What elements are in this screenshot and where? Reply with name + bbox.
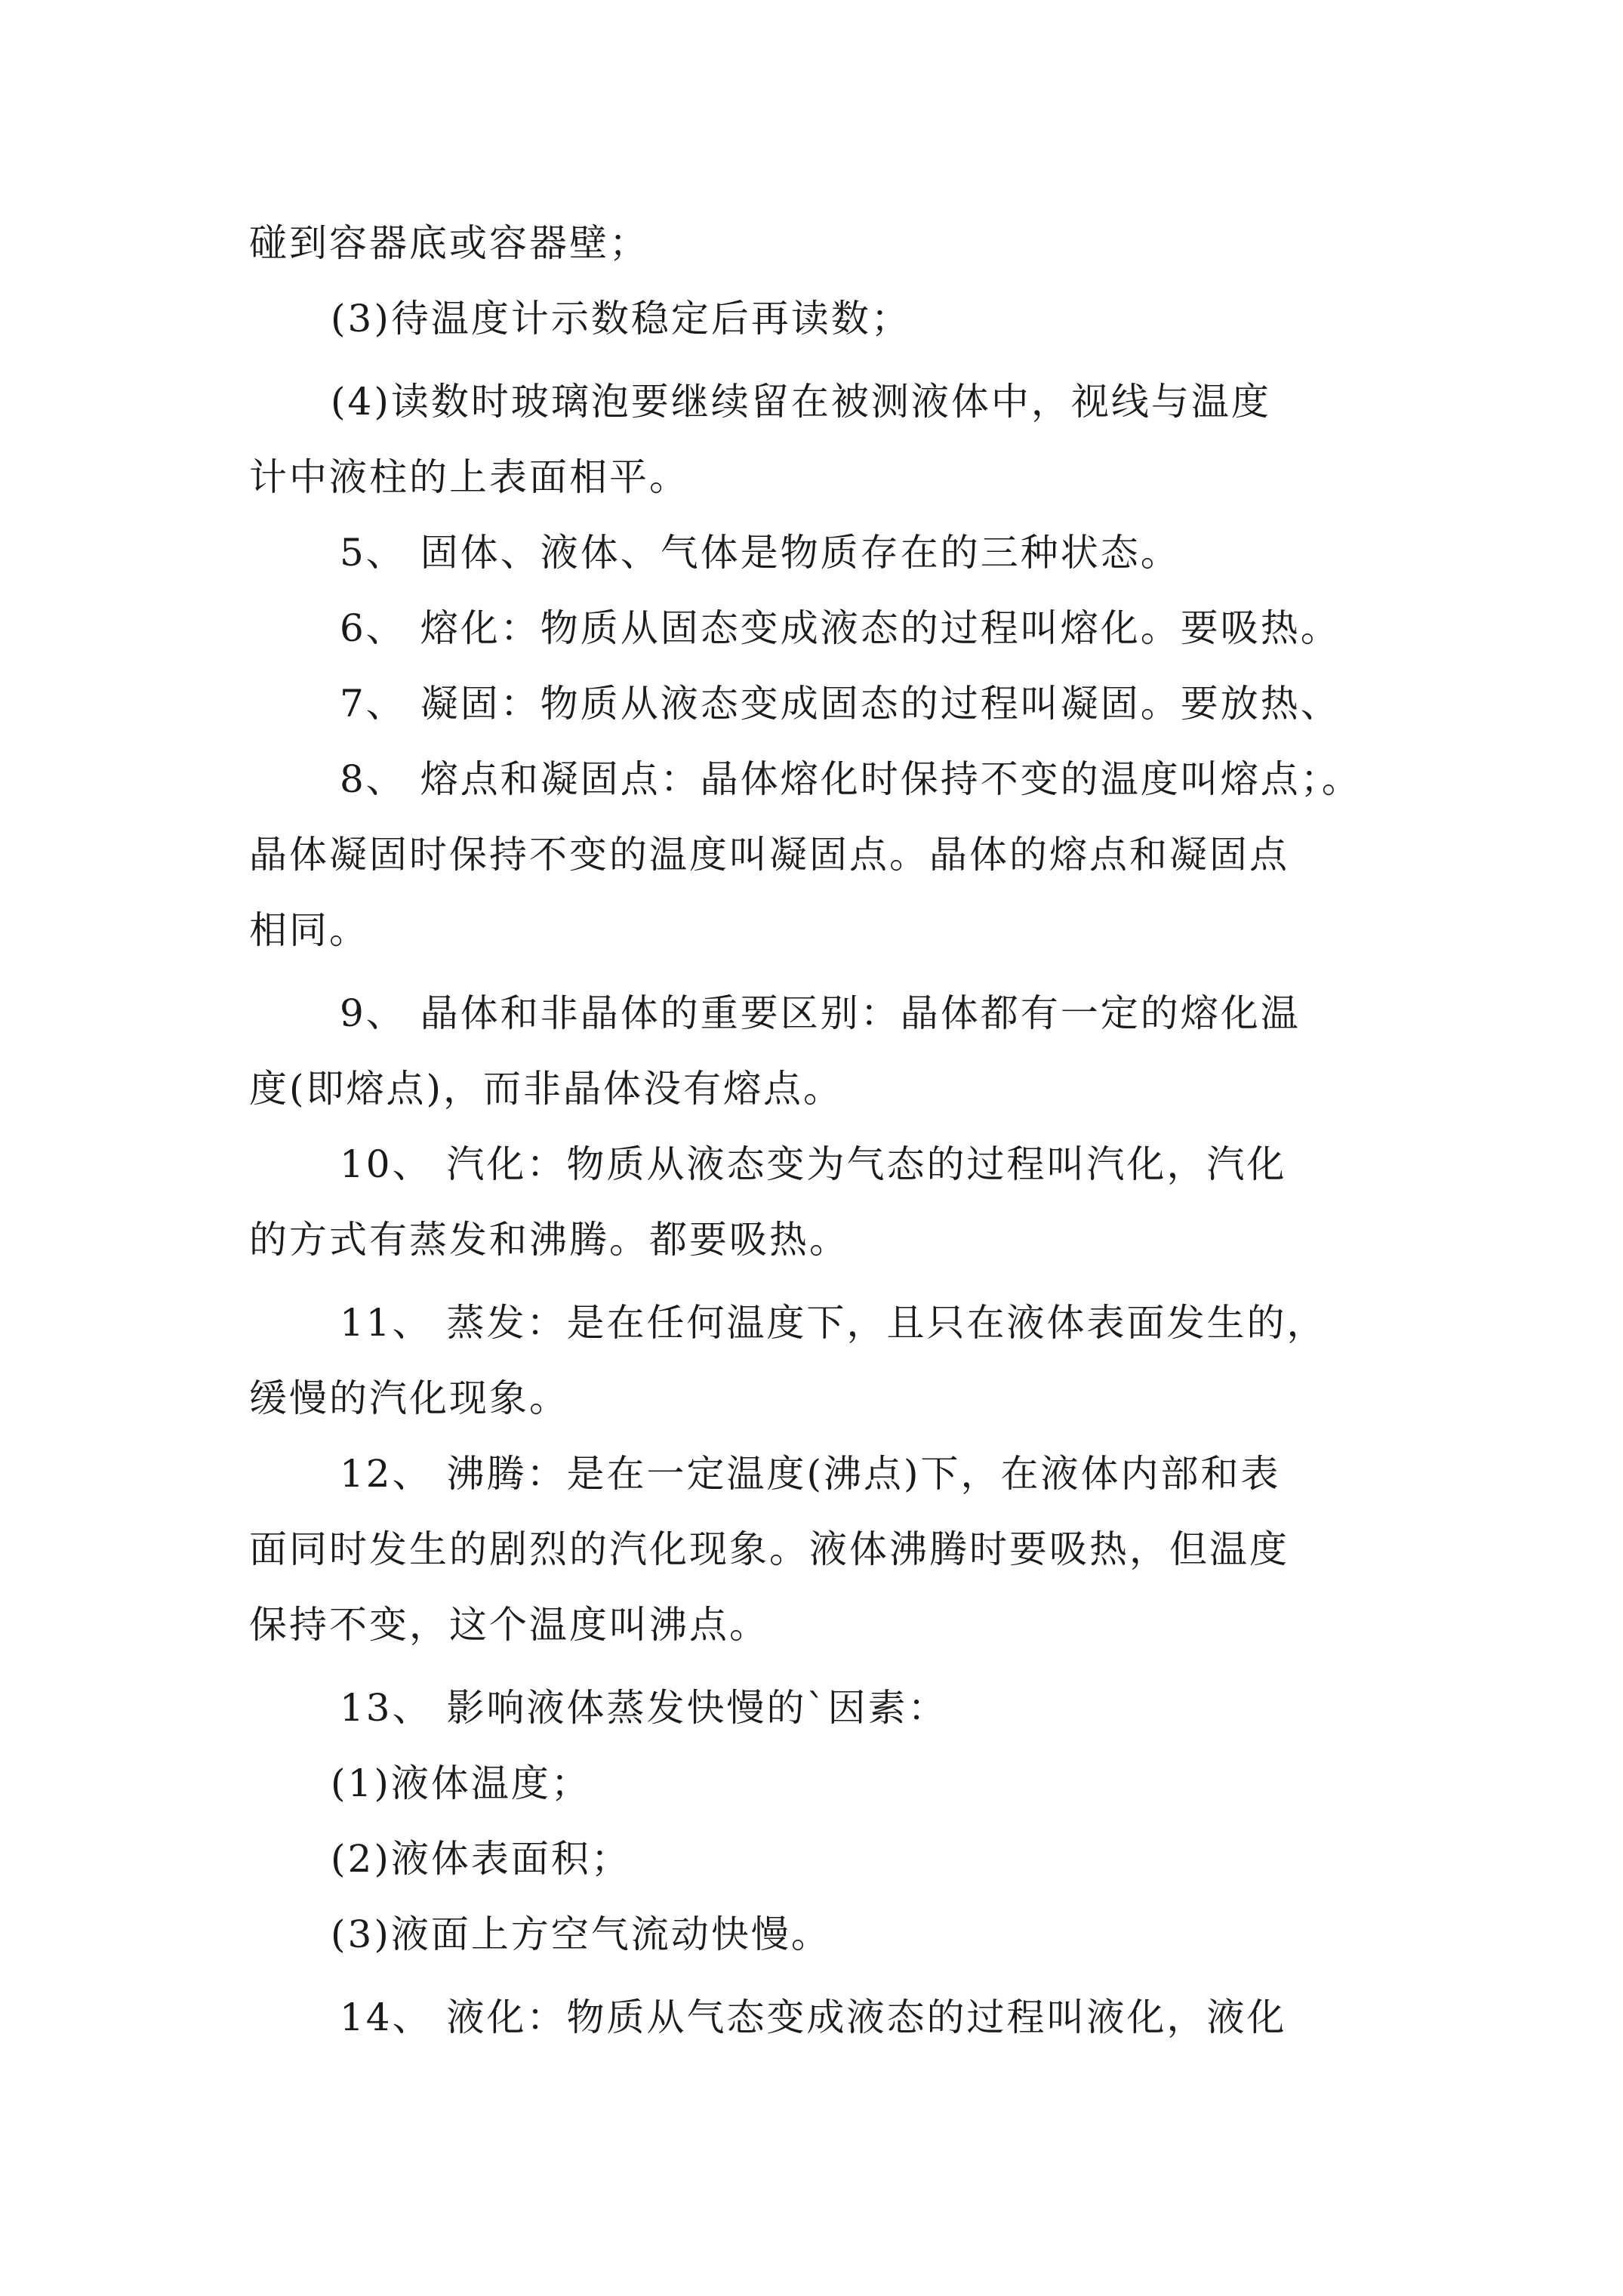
text-line: 碰到容器底或容器壁； [249, 221, 649, 265]
text-line: 14、 液化：物质从气态变成液态的过程叫液化，液化 [340, 1996, 1287, 2039]
text-line: (3)液面上方空气流动快慢。 [331, 1912, 831, 1956]
text-line: (4)读数时玻璃泡要继续留在被测液体中，视线与温度 [331, 380, 1271, 424]
text-line: 6、 熔化：物质从固态变成液态的过程叫熔化。要吸热。 [340, 606, 1341, 650]
text-line: 度(即熔点)，而非晶体没有熔点。 [249, 1067, 844, 1111]
text-line: 12、 沸腾：是在一定温度(沸点)下，在液体内部和表 [340, 1452, 1281, 1496]
text-line: 缓慢的汽化现象。 [249, 1376, 569, 1420]
text-line: (3)待温度计示数稳定后再读数； [331, 297, 911, 341]
text-line: 计中液柱的上表面相平。 [249, 455, 689, 499]
text-line: 的方式有蒸发和沸腾。都要吸热。 [249, 1218, 849, 1262]
text-line: (1)液体温度； [331, 1761, 591, 1805]
text-line: 10、 汽化：物质从液态变为气态的过程叫汽化，汽化 [340, 1142, 1287, 1186]
text-line: 9、 晶体和非晶体的重要区别：晶体都有一定的熔化温 [340, 991, 1301, 1035]
text-line: 8、 熔点和凝固点：晶体熔化时保持不变的温度叫熔点；。 [340, 757, 1362, 801]
text-line: (2)液体表面积； [331, 1837, 631, 1881]
text-line: 晶体凝固时保持不变的温度叫凝固点。晶体的熔点和凝固点 [249, 833, 1289, 877]
text-line: 相同。 [249, 908, 369, 952]
text-line: 面同时发生的剧烈的汽化现象。液体沸腾时要吸热，但温度 [249, 1527, 1289, 1571]
text-line: 5、 固体、液体、气体是物质存在的三种状态。 [340, 531, 1181, 575]
text-line: 13、 影响液体蒸发快慢的`因素： [340, 1686, 948, 1730]
text-line: 保持不变，这个温度叫沸点。 [249, 1603, 769, 1647]
text-line: 11、 蒸发：是在任何温度下，且只在液体表面发生的， [340, 1301, 1327, 1345]
text-line: 7、 凝固：物质从液态变成固态的过程叫凝固。要放热、 [340, 682, 1341, 726]
